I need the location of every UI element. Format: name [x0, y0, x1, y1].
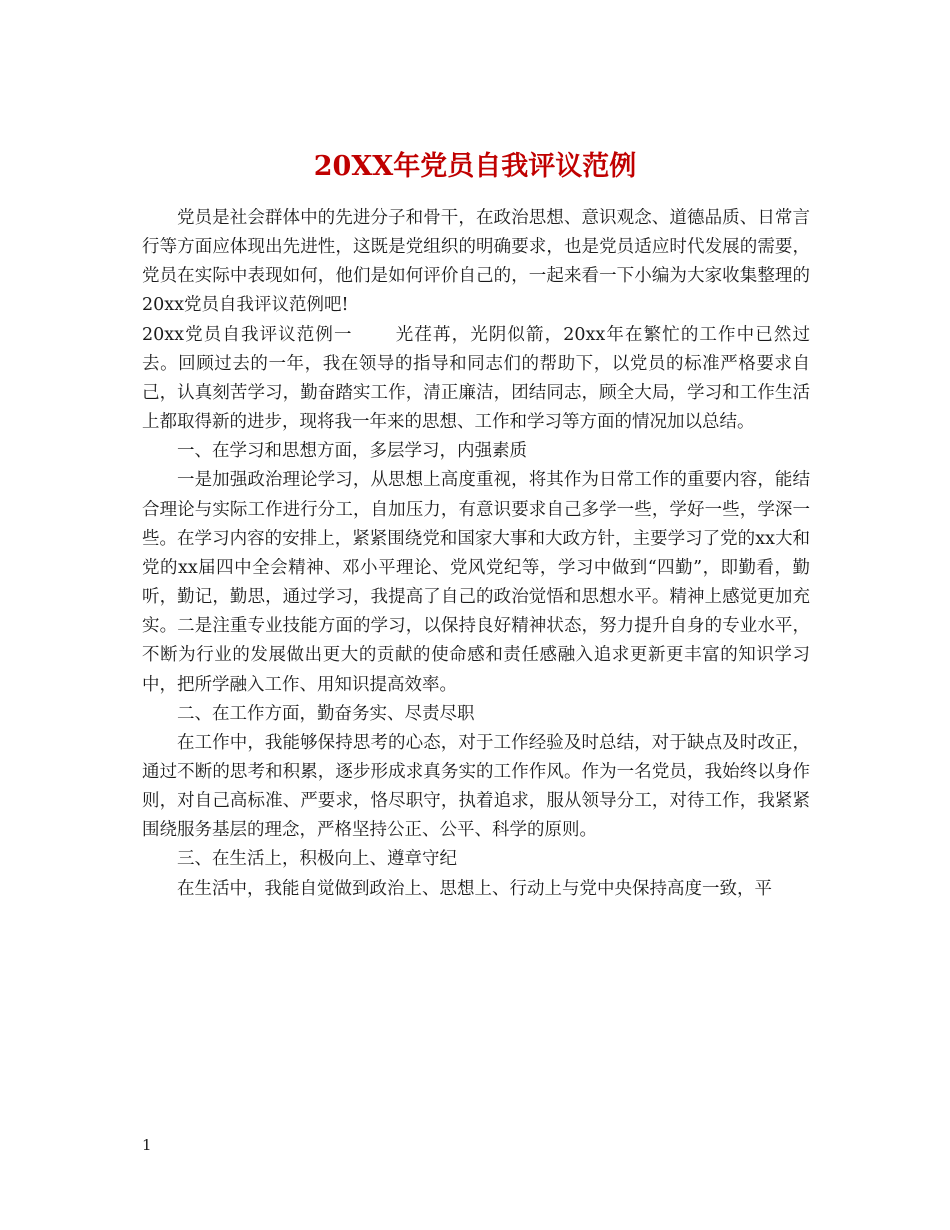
document-title: 20XX年党员自我评议范例	[313, 151, 637, 183]
section-body-study: 一是加强政治理论学习，从思想上高度重视，将其作为日常工作的重要内容，能结合理论与实际工作进行分工，自加压力，有意识要求自己多学一些，学好一些，学深一些。在学习内容的安排上，紧紧围绕党和国家大事和大政方针，主要学习了党的xx大和党的xx届四中全会精神、邓小平理论、党风党纪等，学习中做到“四勤”，即勤看，勤听，勤记，勤思，通过学习，我提高了自己的政治觉悟和思想水平。精神上感觉更加充实。二是注重专业技能方面的学习，以保持良好精神状态，努力提升自身的专业水平，不断为行业的发展做出更大的贡献的使命感和责任感融入追求更新更丰富的知识学习中，把所学融入工作、用知识提高效率。	[142, 470, 810, 695]
document-body	[142, 204, 810, 904]
section-heading-work: 二、在工作方面，勤奋务实、尽责尽职	[177, 703, 475, 724]
section-heading-life: 三、在生活上，积极向上、遵章守纪	[177, 849, 457, 870]
section-body-life: 在生活中，我能自觉做到政治上、思想上、行动上与党中央保持高度一致，平	[177, 878, 772, 899]
example-paragraph	[142, 321, 810, 438]
page-number: 1	[142, 1136, 152, 1154]
example-opening: 光荏苒，光阴似箭，20xx年在繁忙的工作中已然过去。回顾过去的一年，我在领导的指导和同志们的帮助下，以党员的标准严格要求自己，认真刻苦学习，勤奋踏实工作，清正廉洁，团结同志，顾全大局，学习和工作生活上都取得新的进步，现将我一年来的思想、工作和学习等方面的情况加以总结。	[142, 324, 810, 433]
section-body-work: 在工作中，我能够保持思考的心态，对于工作经验及时总结，对于缺点及时改正，通过不断的思考和积累，逐步形成求真务实的工作作风。作为一名党员，我始终以身作则，对自己高标准、严要求，恪尽职守，执着追求，服从领导分工，对待工作，我紧紧围绕服务基层的理念，严格坚持公正、公平、科学的原则。	[142, 732, 810, 841]
example-heading: 20xx党员自我评议范例一	[142, 324, 353, 345]
section-heading-study: 一、在学习和思想方面，多层学习，内强素质	[177, 441, 527, 462]
intro-paragraph: 党员是社会群体中的先进分子和骨干，在政治思想、意识观念、道德品质、日常言行等方面应体现出先进性，这既是党组织的明确要求，也是党员适应时代发展的需要，党员在实际中表现如何，他们是如何评价自己的，一起来看一下小编为大家收集整理的20xx党员自我评议范例吧!	[142, 208, 810, 316]
